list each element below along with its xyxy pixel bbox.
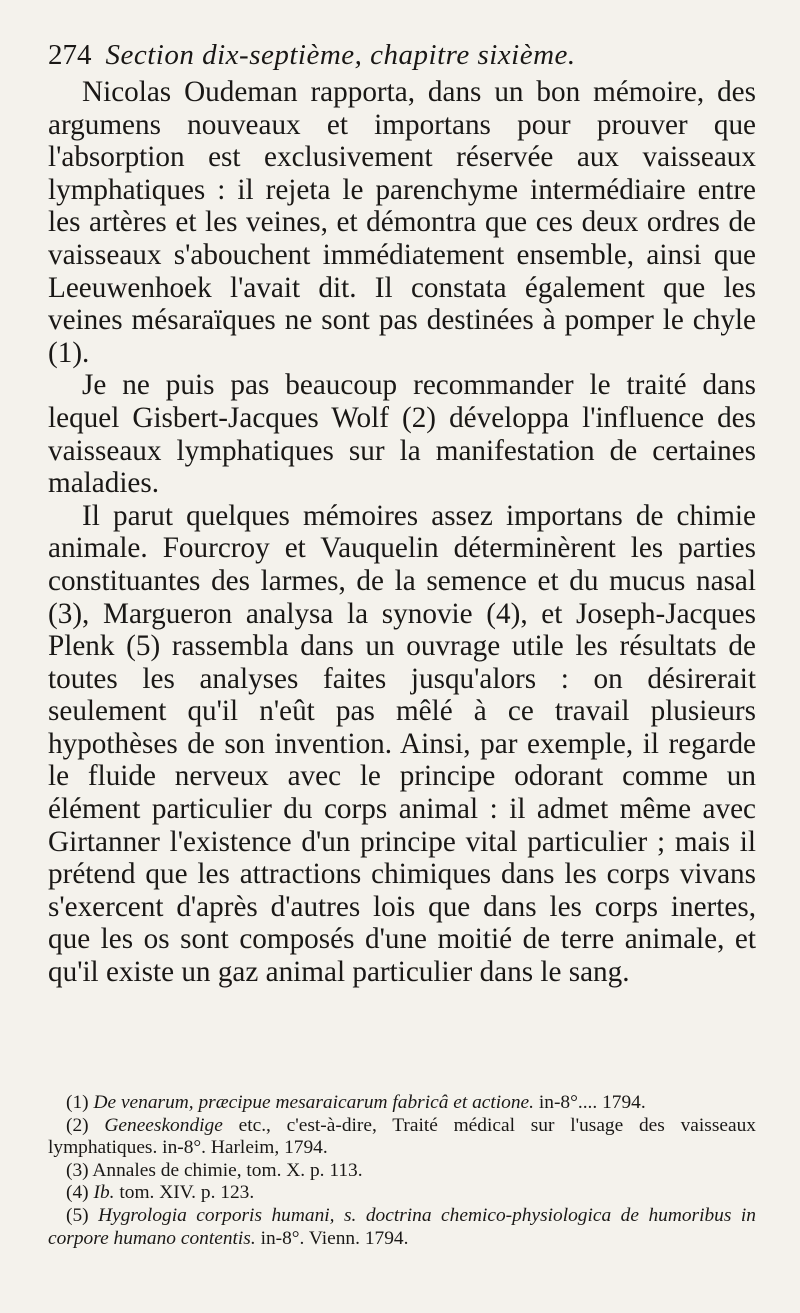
body-text — [48, 76, 756, 989]
footnote-1 — [48, 1092, 756, 1115]
footnote-title: Hygrologia corporis humani, s. doctrina chemico-physiologica de humoribus in corpore humano contentis. — [48, 1204, 756, 1249]
paragraph-oudeman: Nicolas Oudeman rapporta, dans un bon mémoire, des argumens nouveaux et importans pour prouver que l'absorption est exclusivement réservée aux vaisseaux lymphatiques : il rejeta le parenchyme intermédiaire entre les artères et les veines, et démontra que ces deux ordres de vaisseaux s'abouchent immédiatement ensemble, ainsi que Leeuwenhoek l'avait dit. Il constata également que les veines mésaraïques ne sont pas destinées à pomper le chyle (1). — [48, 76, 756, 369]
footnote-text: Annales de chimie, tom. X. p. 113. — [92, 1159, 363, 1181]
footnote-text: in-8°.... 1794. — [538, 1092, 646, 1113]
page-number: 274 — [48, 39, 92, 71]
footnote-mark: (4) — [66, 1182, 89, 1204]
footnote-mark: (2) — [66, 1114, 89, 1136]
footnote-mark: (1) — [66, 1092, 89, 1113]
footnote-text: etc., c'est-à-dire, Traité médical sur l'usage des vaisseaux lymphatiques. in-8°. Harleim, 1794. — [48, 1114, 756, 1159]
page-header — [48, 38, 756, 76]
footnote-text: tom. XIV. p. 123. — [119, 1182, 255, 1204]
footnote-2 — [48, 1115, 756, 1160]
footnote-3 — [48, 1160, 756, 1183]
running-title: Section dix-septième, chapitre sixième. — [105, 39, 576, 71]
footnote-mark: (3) — [66, 1159, 89, 1181]
footnote-title: Geneeskondige — [104, 1114, 223, 1136]
paragraph-wolf: Je ne puis pas beaucoup recommander le traité dans lequel Gisbert-Jacques Wolf (2) développa l'influence des vaisseaux lymphatiques sur la manifestation de certaines maladies. — [48, 369, 756, 500]
footnote-title: De venarum, præcipue mesaraicarum fabricâ et actione. — [93, 1092, 534, 1113]
paragraph-chimie-animale: Il parut quelques mémoires assez importans de chimie animale. Fourcroy et Vauquelin déterminèrent les parties constituantes des larmes, de la semence et du mucus nasal (3), Margueron analysa la synovie (4), et Joseph-Jacques Plenk (5) rassembla dans un ouvrage utile les résultats de toutes les analyses faites jusqu'alors : on désirerait seulement qu'il n'eût pas mêlé à ce travail plusieurs hypothèses de son invention. Ainsi, par exemple, il regarde le fluide nerveux avec le principe odorant comme un élément particulier du corps animal : il admet même avec Girtanner l'existence d'un principe vital particulier ; mais il prétend que les attractions chimiques dans les corps vivans s'exercent d'après d'autres lois que dans les corps inertes, que les os sont composés d'une moitié de terre animale, et qu'il existe un gaz animal particulier dans le sang. — [48, 499, 756, 989]
footnote-mark: (5) — [66, 1204, 89, 1226]
footnotes — [48, 1092, 756, 1250]
footnote-title: Ib. — [93, 1182, 115, 1204]
footnote-5 — [48, 1205, 756, 1250]
footnote-text: in-8°. Vienn. 1794. — [260, 1227, 409, 1249]
footnote-4 — [48, 1182, 756, 1205]
